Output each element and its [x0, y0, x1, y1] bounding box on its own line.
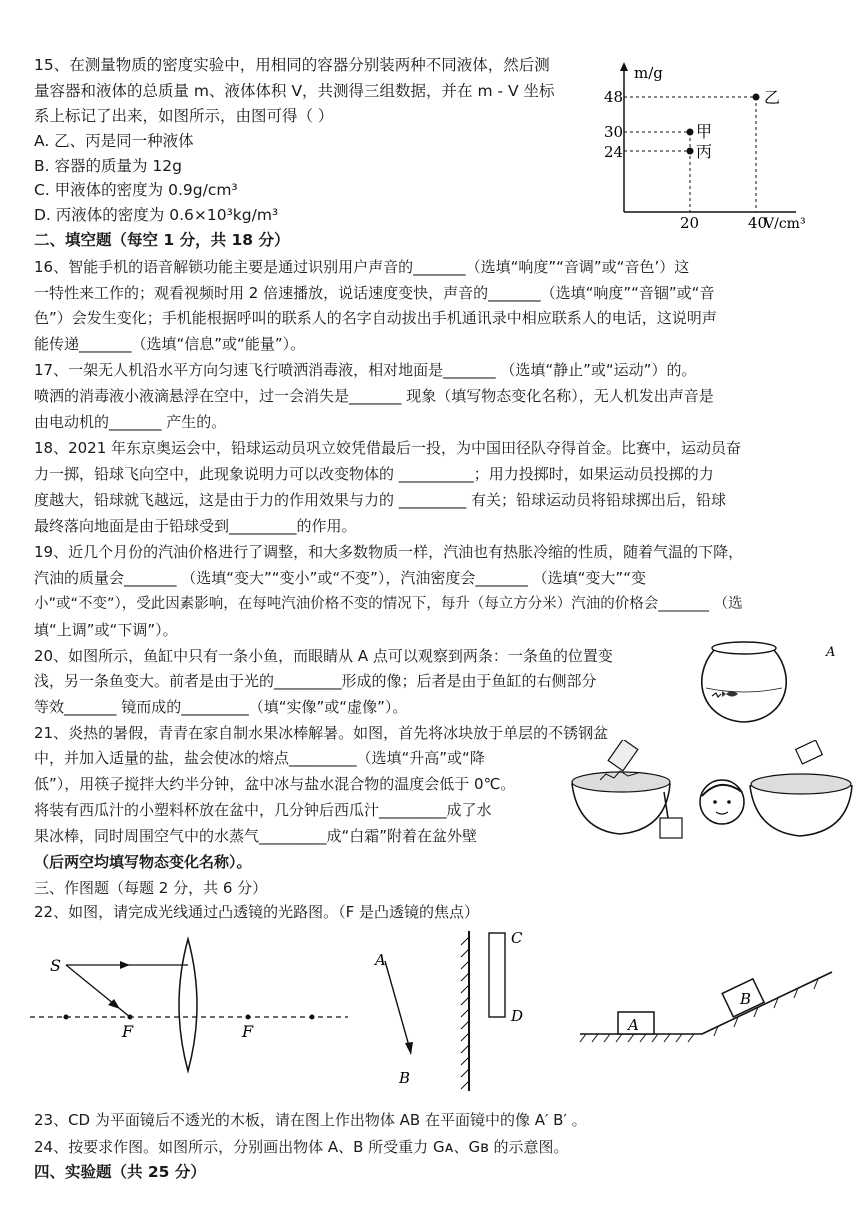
q18-line-3: 度越大，铅球就飞越远，这是由于力的作用效果与力的 _________ 有关；铅球运动员将铅球掷出后，铅球 [34, 491, 727, 509]
q15-line-3: 系上标记了出来，如图所示，由图可得（ ） [34, 107, 334, 125]
q15-option-a: A. 乙、丙是同一种液体 [34, 132, 194, 150]
q16-line-2: 一特性来工作的；观看视频时用 2 倍速播放，说话速度变快，声音的_______（选填“响度”“音锢”或“音 [34, 284, 715, 302]
q16-line-4: 能传递_______（选填“信息”或“能量”）。 [34, 335, 306, 353]
q20-line-2: 浅，另一条鱼变大。前者是由于光的_________形成的像；后者是由于鱼缸的右侧部分 [34, 672, 597, 690]
fish-bowl-figure [696, 638, 856, 733]
right-2f-point [310, 1015, 315, 1020]
child-eye-right [727, 800, 731, 804]
fish-small-icon [712, 693, 721, 697]
q20-line-1: 20、如图所示，鱼缸中只有一条小鱼，而眼睛从 A 点可以观察到两条：一条鱼的位置变 [34, 647, 613, 665]
point-yi [753, 94, 760, 101]
q19-line-2: 汽油的质量会_______ （选填“变大”“变小”或“不变”），汽油密度会_______ （选填“变大”“变 [34, 569, 646, 587]
q18-line-1: 18、2021 年东京奥运会中，铅球运动员巩立姣凭借最后一投，为中国田径队夺得首金。比赛中，运动员奋 [34, 439, 742, 457]
q21-line-5: 果冰棒，同时周围空气中的水蒸气_________成“白霜”附着在盆外壁 [34, 827, 478, 845]
bowl-rim [712, 642, 776, 654]
q21-line-4: 将装有西瓜汁的小塑料杯放在盆中，几分钟后西瓜汁_________成了水 [34, 801, 492, 819]
q15-line-1: 15、在测量物质的密度实验中，用相同的容器分别装两种不同液体，然后测 [34, 56, 550, 74]
mirror-hatching [461, 937, 469, 1089]
ice-pop-illustration [570, 740, 860, 840]
object-ab [385, 961, 411, 1053]
point-bing [687, 148, 694, 155]
q22-text: 22、如图，请完成光线通过凸透镜的光路图。（F 是凸透镜的焦点） [34, 903, 479, 921]
q19-line-4: 填“上调”或“下调”）。 [34, 621, 178, 639]
q21-note: （后两空均填写物态变化名称）。 [34, 853, 252, 871]
convex-lens [179, 939, 197, 1071]
q17-line-1: 17、一架无人机沿水平方向匀速飞行喷洒消毒液，相对地面是_______ （选填“静止”或“运动”）的。 [34, 361, 697, 379]
q19-line-1: 19、近几个月份的汽油价格进行了调整，和大多数物质一样，汽油也有热胀冷缩的性质，随着气温的下降， [34, 543, 744, 561]
q15-option-c: C. 甲液体的密度为 0.9g/cm³ [34, 181, 238, 199]
salt-shaker-icon [608, 740, 638, 771]
x-tick-20: 20 [680, 214, 700, 232]
section-4-title: 四、实验题（共 25 分） [34, 1163, 206, 1181]
label-jia: 甲 [696, 122, 713, 141]
q15-option-d: D. 丙液体的密度为 0.6×10³kg/m³ [34, 206, 279, 224]
x-axis-label: V/cm³ [764, 216, 806, 232]
incline-surface [702, 972, 832, 1034]
focus-right-label: F [242, 1022, 254, 1041]
q24-text: 24、按要求作图。如图所示，分别画出物体 A、B 所受重力 Gᴀ、Gʙ 的示意图。 [34, 1138, 569, 1156]
y-tick-48: 48 [604, 88, 624, 106]
q18-line-4: 最终落向地面是由于铅球受到_________的作用。 [34, 517, 357, 535]
plane-mirror-figure [365, 925, 540, 1095]
child-head [700, 780, 744, 824]
q15-line-2: 量容器和液体的总质量 m、液体体积 V，共测得三组数据，并在 m - V 坐标 [34, 82, 555, 100]
left-2f-point [64, 1015, 69, 1020]
ground-hatching [580, 979, 818, 1042]
board-cd [489, 933, 505, 1017]
q17-line-2: 喷洒的消毒液小液滴悬浮在空中，过一会消失是_______ 现象（填写物态变化名称），无人机发出声音是 [34, 387, 714, 405]
q21-line-1: 21、炎热的暑假，青青在家自制水果冰棒解暑。如图，首先将冰块放于单层的不锈钢盆 [34, 724, 609, 742]
label-yi: 乙 [764, 88, 781, 107]
water-line [706, 688, 782, 692]
q16-line-1: 16、智能手机的语音解锁功能主要是通过识别用户声音的_______（选填“响度”“音调”或“音色’）这 [34, 258, 690, 276]
q18-line-2: 力一掷，铅球飞向空中，此现象说明力可以改变物体的 __________；用力投掷时，如果运动员投掷的力 [34, 465, 714, 483]
parallel-ray-arrow [120, 961, 130, 969]
point-a-label: A [375, 951, 386, 969]
q21-line-2: 中，并加入适量的盐，盐会使冰的熔点_________（选填“升高”或“降 [34, 749, 485, 767]
q17-line-3: 由电动机的_______ 产生的。 [34, 413, 227, 431]
section-2-title: 二、填空题（每空 1 分，共 18 分） [34, 231, 290, 249]
point-b-label: B [399, 1069, 411, 1087]
q16-line-3: 色”）会发生变化；手机能根据呼叫的联系人的名字自动拔出手机通讯录中相应联系人的电话，这说明声 [34, 309, 717, 327]
ice-cubes-left [572, 772, 670, 792]
q23-text: 23、CD 为平面镜后不透光的木板，请在图上作出物体 AB 在平面镜中的像 A′ B′ 。 [34, 1111, 587, 1129]
source-s-label: S [50, 956, 61, 975]
block-b-label: B [740, 990, 752, 1008]
mass-volume-graph [596, 60, 836, 240]
child-eye-left [713, 800, 717, 804]
y-tick-30: 30 [604, 123, 624, 141]
ice-cubes-right [751, 774, 851, 794]
point-d-label: D [511, 1007, 524, 1025]
section-3-title: 三、作图题（每题 2 分，共 6 分） [34, 879, 268, 897]
gravity-blocks-figure [570, 950, 860, 1060]
plastic-cup [660, 818, 682, 838]
object-ab-arrow [405, 1042, 413, 1055]
q15-option-b: B. 容器的质量为 12g [34, 157, 182, 175]
y-tick-24: 24 [604, 143, 624, 161]
pouring-cup-icon [796, 740, 823, 764]
label-bing: 丙 [696, 142, 713, 161]
point-a-label: A [826, 645, 836, 660]
x-tick-40: 40 [748, 214, 768, 232]
q19-line-3: 小”或“不变”），受此因素影响，在每吨汽油价格不变的情况下，每升（每立方分米）汽油的价格会_______ （选 [34, 596, 743, 612]
focus-left-label: F [122, 1022, 134, 1041]
y-axis-arrow [620, 62, 628, 71]
focal-ray [66, 965, 130, 1017]
q21-line-3: 低”），用筷子搅拌大约半分钟，盆中冰与盐水混合物的温度会低于 0℃。 [34, 775, 516, 793]
convex-lens-figure [30, 925, 350, 1075]
y-axis-label: m/g [634, 64, 663, 82]
bowl-body [702, 650, 786, 722]
point-c-label: C [511, 929, 523, 947]
right-focus-point [246, 1015, 251, 1020]
point-jia [687, 129, 694, 136]
block-a-label: A [628, 1016, 639, 1034]
q20-line-3: 等效_______ 镜而成的_________（填“实像”或“虚像”）。 [34, 698, 408, 716]
